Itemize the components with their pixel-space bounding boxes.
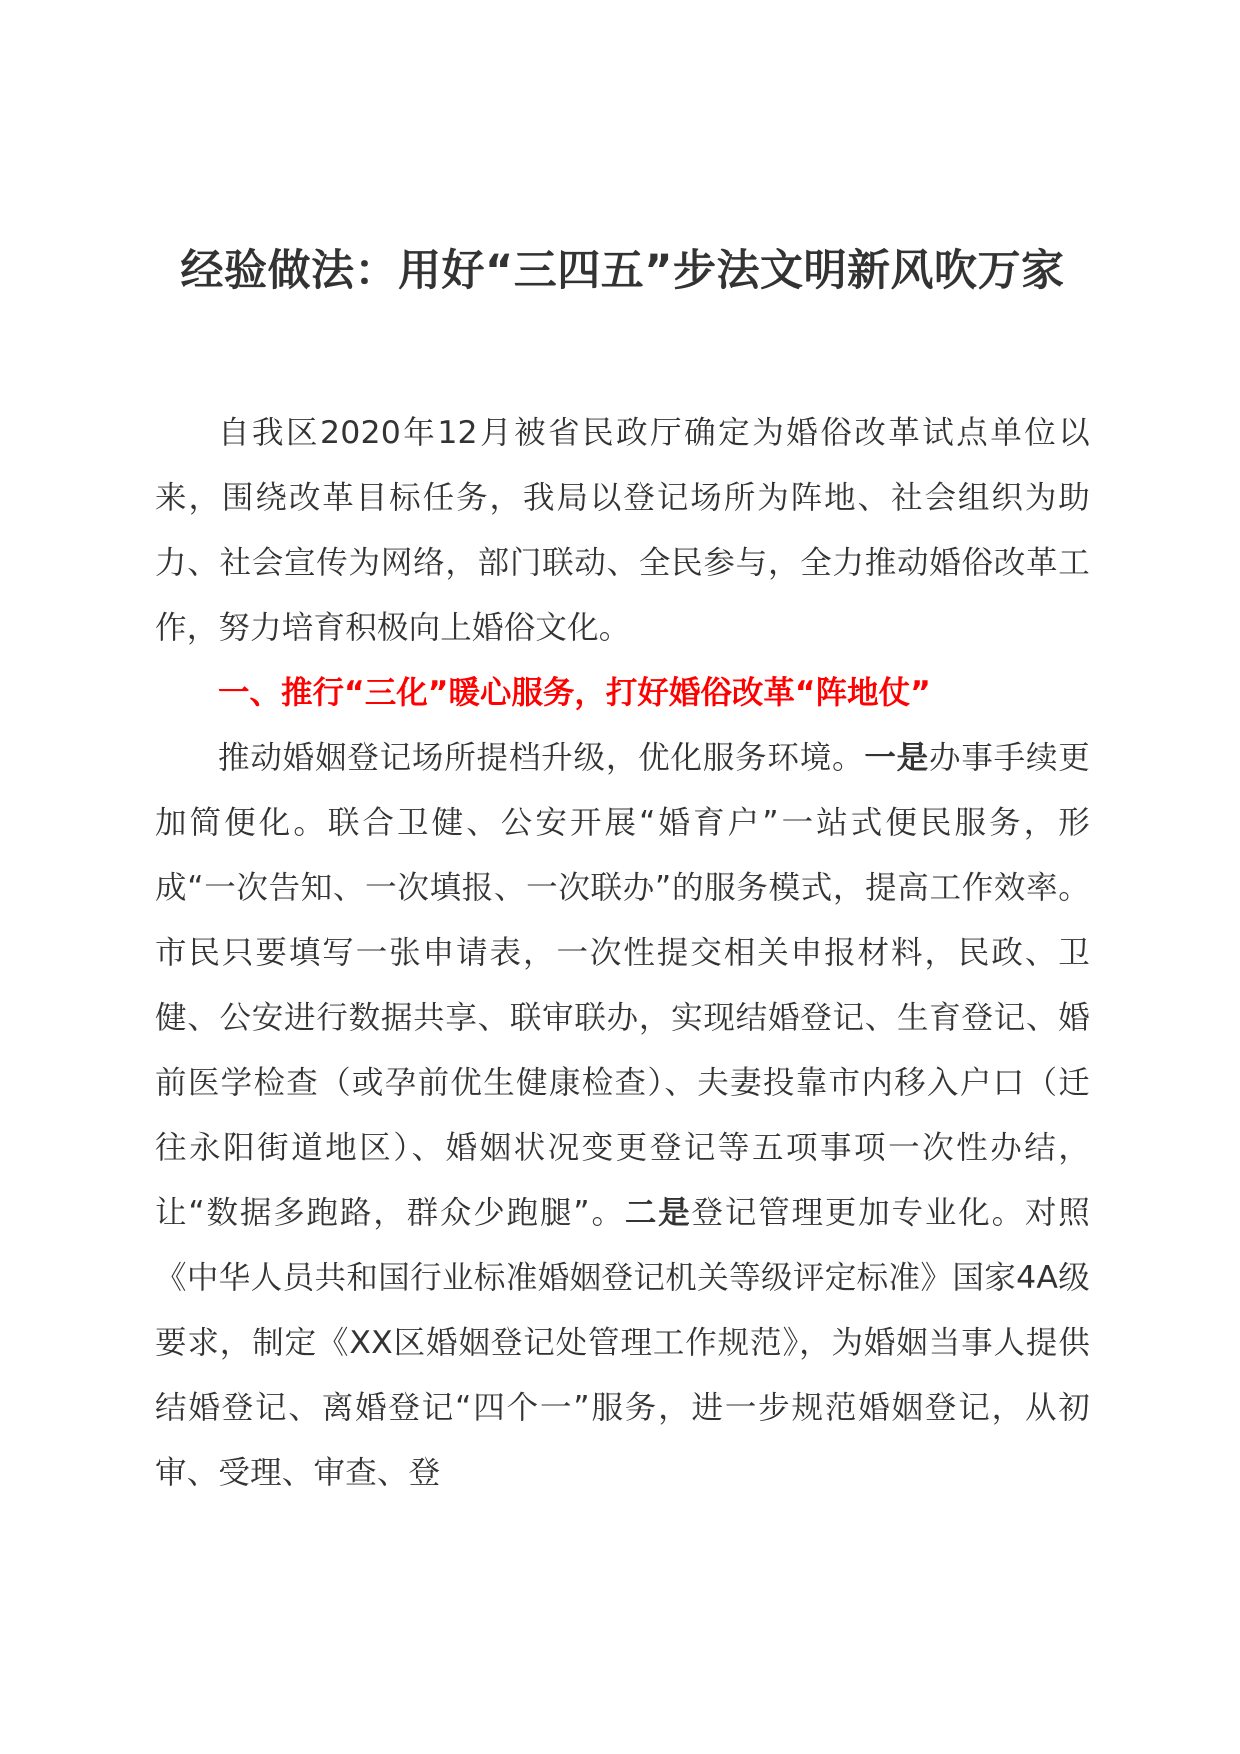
document-body [155, 401, 1090, 1506]
section-heading-1: 一、推行“三化”暖心服务，打好婚俗改革“阵地仗” [218, 675, 931, 711]
section1-paragraph [155, 726, 1090, 1506]
point1-label: 一是 [864, 740, 929, 776]
document-title: 经验做法：用好“三四五”步法文明新风吹万家 [180, 246, 1065, 296]
point2-text: 登记管理更加专业化。对照《中华人员共和国行业标准婚姻登记机关等级评定标准》国家4A级要求，制定《XX区婚姻登记处管理工作规范》，为婚姻当事人提供结婚登记、离婚登记“四个一”服务，进一步规范婚姻登记，从初审、受理、审查、登 [155, 1195, 1091, 1491]
point1-text: 办事手续更加简便化。联合卫健、公安开展“婚育户”一站式便民服务，形成“一次告知、一次填报、一次联办”的服务模式，提高工作效率。市民只要填写一张申请表，一次性提交相关申报材料，民政、卫健、公安进行数据共享、联审联办，实现结婚登记、生育登记、婚前医学检查（或孕前优生健康检查）、夫妻投靠市内移入户口（迁往永阳街道地区）、婚姻状况变更登记等五项事项一次性办结，让“数据多跑路，群众少跑腿”。 [155, 740, 1090, 1231]
point2-label: 二是 [624, 1195, 692, 1231]
lead-sentence: 推动婚姻登记场所提档升级，优化服务环境。 [218, 740, 865, 776]
intro-paragraph: 自我区2020年12月被省民政厅确定为婚俗改革试点单位以来，围绕改革目标任务，我局以登记场所为阵地、社会组织为助力、社会宣传为网络，部门联动、全民参与，全力推动婚俗改革工作，努力培育积极向上婚俗文化。 [155, 415, 1090, 646]
